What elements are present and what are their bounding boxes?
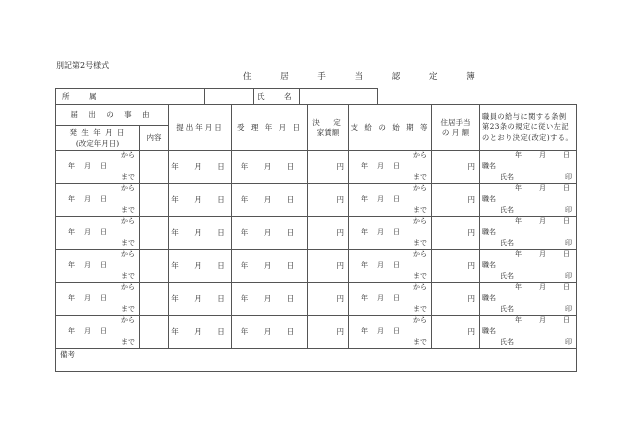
col-allowance-1: 住居手当 <box>440 117 471 127</box>
until-text: まで <box>121 272 135 280</box>
name-label-row: 氏名 <box>500 272 515 280</box>
post-label: 職名 <box>482 195 497 203</box>
post-label: 職名 <box>482 261 497 269</box>
ymd-text: 年 月 日 <box>361 195 402 203</box>
decided-rent-cell[interactable]: 円 <box>308 250 349 283</box>
received-date-cell[interactable]: 年 月 日 <box>232 184 308 217</box>
received-date-cell[interactable]: 年 月 日 <box>232 250 308 283</box>
content-cell[interactable] <box>140 250 169 283</box>
form-label: 別記第2号様式 <box>56 61 110 70</box>
allowance-amount-cell[interactable]: 円 <box>432 283 480 316</box>
remarks-label: 備考 <box>60 350 75 359</box>
col-decided-rent-2: 家賃額 <box>316 128 340 137</box>
decided-rent-cell[interactable]: 円 <box>308 283 349 316</box>
submitted-date-cell[interactable]: 年 月 日 <box>169 217 232 250</box>
start-period-cell[interactable] <box>349 151 432 184</box>
name-label-row: 氏名 <box>500 206 515 214</box>
ymd-text: 年 月 日 <box>361 327 402 335</box>
form-title: 住 居 手 当 認 定 簿 <box>243 72 488 82</box>
post-label: 職名 <box>482 327 497 335</box>
ymd-text: 年 月 日 <box>68 195 108 203</box>
until-text: まで <box>121 206 135 214</box>
from-text: から <box>413 184 428 192</box>
name-label-row: 氏名 <box>500 338 515 346</box>
col-occurrence-date-sub: (改定年月日) <box>75 138 120 148</box>
cert-date-text: 年 月 日 <box>515 316 572 324</box>
received-date-cell[interactable]: 年 月 日 <box>232 151 308 184</box>
submitted-date-cell[interactable]: 年 月 日 <box>169 151 232 184</box>
seal-mark: 印 <box>565 338 573 346</box>
decided-rent-cell[interactable]: 円 <box>308 151 349 184</box>
allowance-amount-cell[interactable]: 円 <box>432 316 480 349</box>
ymd-text: 年 月 日 <box>361 261 402 269</box>
ymd-text: 年 月 日 <box>68 294 108 302</box>
table-row <box>56 283 577 316</box>
from-text: から <box>121 151 135 159</box>
allowance-table <box>55 104 577 372</box>
received-date-cell[interactable]: 年 月 日 <box>232 217 308 250</box>
remarks-row[interactable] <box>56 349 577 372</box>
seal-mark: 印 <box>565 173 573 181</box>
allowance-amount-cell[interactable]: 円 <box>432 151 480 184</box>
certification-cell[interactable] <box>480 283 577 316</box>
occurrence-date-cell[interactable] <box>56 250 140 283</box>
start-period-cell[interactable] <box>349 316 432 349</box>
occurrence-date-cell[interactable] <box>56 283 140 316</box>
start-period-cell[interactable] <box>349 217 432 250</box>
allowance-amount-cell[interactable]: 円 <box>432 184 480 217</box>
ymd-text: 年 月 日 <box>68 162 108 170</box>
occurrence-date-cell[interactable] <box>56 316 140 349</box>
until-text: まで <box>413 338 428 346</box>
col-submitted-date: 提出年月日 <box>169 105 232 151</box>
cert-date-text: 年 月 日 <box>515 283 572 291</box>
allowance-amount-cell[interactable]: 円 <box>432 250 480 283</box>
seal-mark: 印 <box>565 239 573 247</box>
col-reason: 届 出 の 事 由 <box>56 105 169 126</box>
header-table <box>55 88 378 105</box>
table-row <box>56 250 577 283</box>
table-row <box>56 184 577 217</box>
certification-cell[interactable] <box>480 151 577 184</box>
until-text: まで <box>413 239 428 247</box>
occurrence-date-cell[interactable] <box>56 184 140 217</box>
ymd-text: 年 月 日 <box>361 162 402 170</box>
cert-date-text: 年 月 日 <box>515 250 572 258</box>
until-text: まで <box>121 338 135 346</box>
name-cell[interactable] <box>254 89 378 105</box>
office-field[interactable] <box>205 89 254 105</box>
office-label: 所 属 <box>56 89 205 105</box>
certification-cell[interactable] <box>480 217 577 250</box>
cert-date-text: 年 月 日 <box>515 184 572 192</box>
from-text: から <box>413 316 428 324</box>
cert-date-text: 年 月 日 <box>515 151 572 159</box>
decided-rent-cell[interactable]: 円 <box>308 217 349 250</box>
from-text: から <box>413 151 428 159</box>
from-text: から <box>121 283 135 291</box>
entry-rows <box>56 151 577 349</box>
col-occurrence-date <box>56 126 140 151</box>
decided-rent-cell[interactable]: 円 <box>308 184 349 217</box>
from-text: から <box>413 283 428 291</box>
cert-date-text: 年 月 日 <box>515 217 572 225</box>
col-received-date: 受 理 年 月 日 <box>232 105 308 151</box>
ymd-text: 年 月 日 <box>361 294 402 302</box>
until-text: まで <box>121 305 135 313</box>
submitted-date-cell[interactable]: 年 月 日 <box>169 316 232 349</box>
ymd-text: 年 月 日 <box>361 228 402 236</box>
content-cell[interactable] <box>140 151 169 184</box>
content-cell[interactable] <box>140 316 169 349</box>
ymd-text: 年 月 日 <box>68 261 108 269</box>
content-cell[interactable] <box>140 283 169 316</box>
table-row <box>56 217 577 250</box>
col-occurrence-date-main: 発 生 年 月 日 <box>69 128 126 137</box>
col-decided-rent-1: 決 定 <box>312 117 344 127</box>
name-label-row: 氏名 <box>500 305 515 313</box>
content-cell[interactable] <box>140 184 169 217</box>
submitted-date-cell[interactable]: 年 月 日 <box>169 283 232 316</box>
from-text: から <box>121 250 135 258</box>
until-text: まで <box>413 173 428 181</box>
post-label: 職名 <box>482 162 497 170</box>
col-decision-note: 職員の給与に関する条例第23条の規定に従い左記のとおり決定(改定)する。 <box>480 105 577 151</box>
post-label: 職名 <box>482 294 497 302</box>
start-period-cell[interactable] <box>349 283 432 316</box>
table-row <box>56 151 577 184</box>
start-period-cell[interactable] <box>349 184 432 217</box>
from-text: から <box>121 184 135 192</box>
from-text: から <box>121 316 135 324</box>
start-period-cell[interactable] <box>349 250 432 283</box>
name-label: 氏 名 <box>254 89 300 104</box>
col-content: 内容 <box>140 126 169 151</box>
until-text: まで <box>121 239 135 247</box>
decided-rent-cell[interactable]: 円 <box>308 316 349 349</box>
name-label-row: 氏名 <box>500 173 515 181</box>
submitted-date-cell[interactable]: 年 月 日 <box>169 184 232 217</box>
content-cell[interactable] <box>140 217 169 250</box>
until-text: まで <box>413 206 428 214</box>
certification-cell[interactable] <box>480 250 577 283</box>
col-allowance-2: の 月 額 <box>441 128 470 137</box>
occurrence-date-cell[interactable] <box>56 217 140 250</box>
from-text: から <box>121 217 135 225</box>
col-decided-rent <box>308 105 349 151</box>
certification-cell[interactable] <box>480 184 577 217</box>
name-label-row: 氏名 <box>500 239 515 247</box>
until-text: まで <box>413 305 428 313</box>
occurrence-date-cell[interactable] <box>56 151 140 184</box>
ymd-text: 年 月 日 <box>68 327 108 335</box>
from-text: から <box>413 217 428 225</box>
seal-mark: 印 <box>565 272 573 280</box>
until-text: まで <box>413 272 428 280</box>
received-date-cell[interactable]: 年 月 日 <box>232 316 308 349</box>
table-row <box>56 316 577 349</box>
certification-cell[interactable] <box>480 316 577 349</box>
from-text: から <box>413 250 428 258</box>
submitted-date-cell[interactable]: 年 月 日 <box>169 250 232 283</box>
col-allowance <box>432 105 480 151</box>
allowance-amount-cell[interactable]: 円 <box>432 217 480 250</box>
received-date-cell[interactable]: 年 月 日 <box>232 283 308 316</box>
until-text: まで <box>121 173 135 181</box>
seal-mark: 印 <box>565 305 573 313</box>
post-label: 職名 <box>482 228 497 236</box>
col-start-period: 支 給 の 始 期 等 <box>349 105 432 151</box>
ymd-text: 年 月 日 <box>68 228 108 236</box>
seal-mark: 印 <box>565 206 573 214</box>
